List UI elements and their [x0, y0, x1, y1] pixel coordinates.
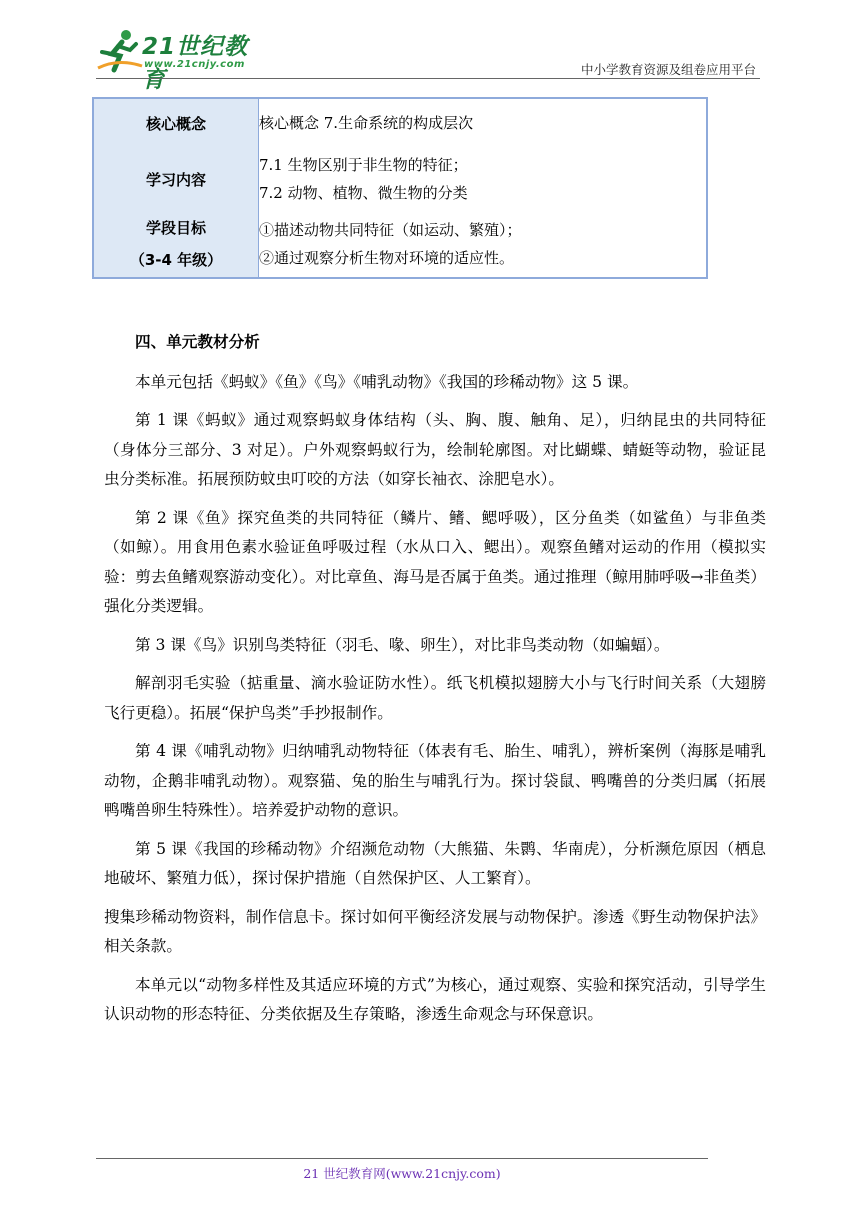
row-line: 核心概念 7.生命系统的构成层次 — [259, 114, 474, 132]
document-body — [104, 328, 766, 1039]
table-row — [93, 147, 707, 211]
paragraph: 解剖羽毛实验（掂重量、滴水验证防水性）。纸飞机模拟翅膀大小与飞行时间关系（大翅膀飞行更稳）。拓展“保护鸟类”手抄报制作。 — [104, 674, 766, 722]
footer-divider — [96, 1158, 708, 1159]
row-line: ①描述动物共同特征（如运动、繁殖）； — [259, 221, 522, 239]
logo-text: 21世纪教育 — [142, 34, 249, 93]
table-row — [93, 98, 707, 147]
paragraph: 第 4 课《哺乳动物》归纳哺乳动物特征（体表有毛、胎生、哺乳），辨析案例（海豚是哺乳动物，企鹅非哺乳动物）。观察猫、兔的胎生与哺乳行为。探讨袋鼠、鸭嘴兽的分类归属（拓展鸭嘴兽卵生特殊性）。培养爱护动物的意识。 — [104, 742, 766, 819]
header-divider — [96, 78, 760, 79]
paragraph: 第 3 课《鸟》识别鸟类特征（羽毛、喙、卵生），对比非鸟类动物（如蝙蝠）。 — [135, 635, 670, 654]
row-label: 核心概念 — [93, 98, 259, 147]
row-label-line: （3-4 年级） — [129, 251, 223, 269]
logo-url: www.21cnjy.com — [144, 59, 245, 70]
logo — [96, 26, 266, 93]
paragraph: 搜集珍稀动物资料，制作信息卡。探讨如何平衡经济发展与动物保护。渗透《野生动物保护法》相关条款。 — [104, 907, 766, 955]
paragraph: 本单元包括《蚂蚁》《鱼》《鸟》《哺乳动物》《我国的珍稀动物》这 5 课。 — [135, 372, 639, 391]
paragraph: 本单元以“动物多样性及其适应环境的方式”为核心，通过观察、实验和探究活动，引导学生认识动物的形态特征、分类依据及生存策略，渗透生命观念与环保意识。 — [104, 975, 766, 1023]
runner-logo-icon — [96, 28, 144, 74]
row-line: 7.1 生物区别于非生物的特征； — [259, 156, 468, 174]
row-value — [259, 211, 708, 278]
paragraph: 第 1 课《蚂蚁》通过观察蚂蚁身体结构（头、胸、腹、触角、足），归纳昆虫的共同特征（身体分三部分、3 对足）。户外观察蚂蚁行为，绘制轮廓图。对比蝴蝶、蜻蜓等动物，验证昆虫分类标准。拓展预防蚊虫叮咬的方法（如穿长袖衣、涂肥皂水）。 — [104, 411, 766, 488]
row-value — [259, 147, 708, 211]
row-value — [259, 98, 708, 147]
section-title: 四、单元教材分析 — [135, 333, 260, 351]
table-row — [93, 211, 707, 278]
row-line: ②通过观察分析生物对环境的适应性。 — [259, 249, 515, 267]
concept-table — [92, 97, 708, 279]
row-label — [93, 211, 259, 278]
row-label: 学习内容 — [93, 147, 259, 211]
platform-name: 中小学教育资源及组卷应用平台 — [580, 62, 756, 77]
row-label-line: 学段目标 — [145, 219, 206, 237]
footer-text: 21 世纪教育网(www.21cnjy.com) — [303, 1166, 501, 1181]
page-header — [96, 26, 760, 93]
row-line: 7.2 动物、植物、微生物的分类 — [259, 184, 468, 202]
paragraph: 第 2 课《鱼》探究鱼类的共同特征（鳞片、鳍、鳃呼吸），区分鱼类（如鲨鱼）与非鱼类（如鲸）。用食用色素水验证鱼呼吸过程（水从口入、鳃出）。观察鱼鳍对运动的作用（模拟实验：剪去鱼鳍观察游动变化）。对比章鱼、海马是否属于鱼类。通过推理（鲸用肺呼吸→非鱼类）强化分类逻辑。 — [104, 508, 766, 615]
paragraph: 第 5 课《我国的珍稀动物》介绍濒危动物（大熊猫、朱鹮、华南虎），分析濒危原因（栖息地破坏、繁殖力低），探讨保护措施（自然保护区、人工繁育）。 — [104, 839, 766, 887]
